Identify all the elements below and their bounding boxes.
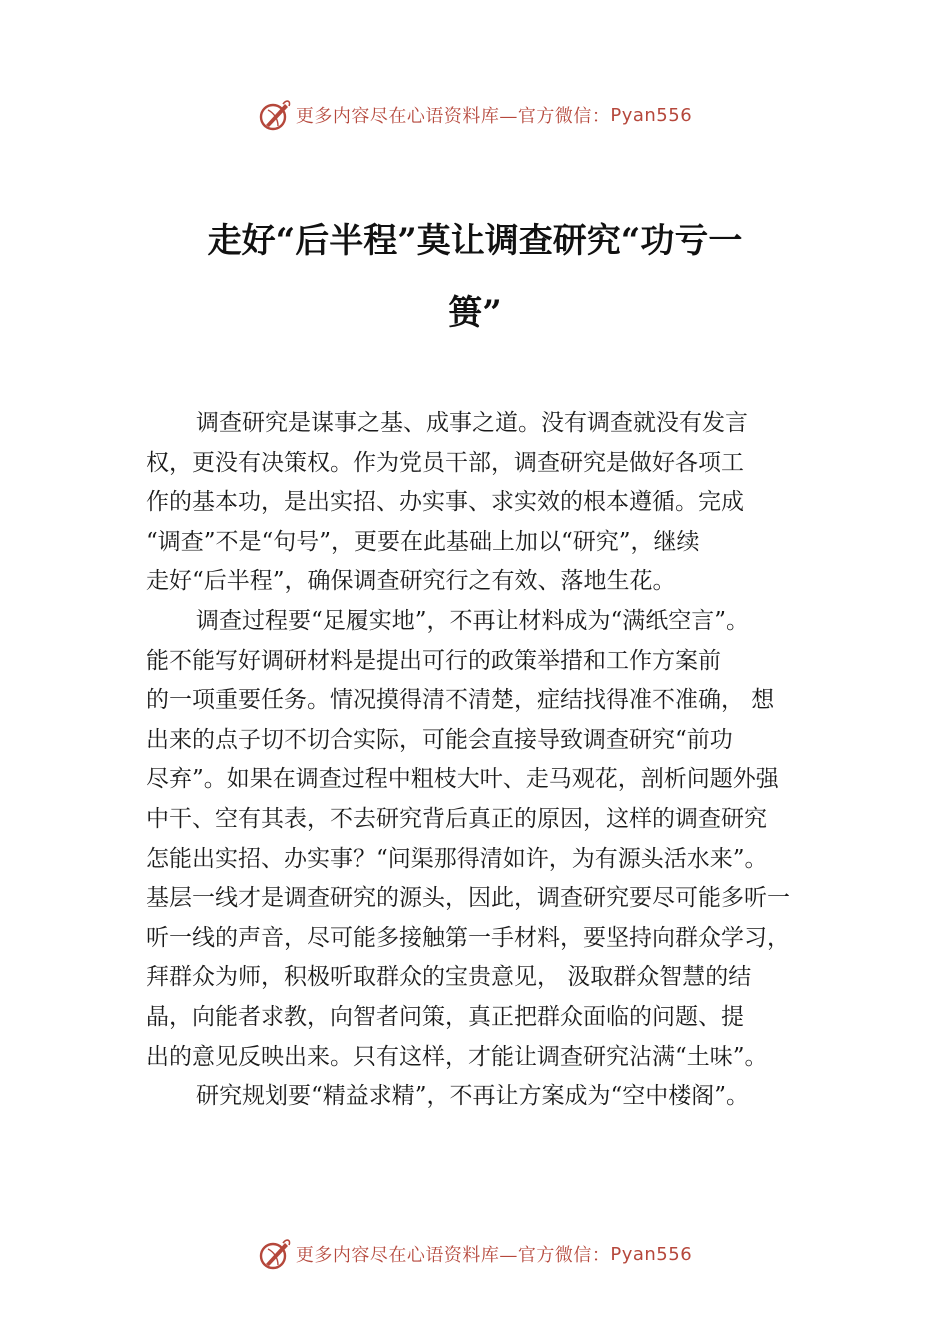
- footer-banner: [0, 1236, 950, 1272]
- quill-logo-icon: [258, 1237, 292, 1271]
- text-line: 拜群众为师，积极听取群众的宝贵意见， 汲取群众智慧的结: [146, 964, 752, 991]
- title-line: 篑”: [448, 293, 502, 333]
- text-line: 基层一线才是调查研究的源头，因此，调查研究要尽可能多听一: [146, 885, 790, 912]
- text-line: 中干、空有其表，不去研究背后真正的原因，这样的调查研究: [146, 805, 767, 832]
- text-line: 作的基本功，是出实招、办实事、求实效的根本遵循。完成: [146, 489, 744, 516]
- text-line: 能不能写好调研材料是提出可行的政策举措和工作方案前: [146, 647, 721, 674]
- text-line: 研究规划要“精益求精”，不再让方案成为“空中楼阁”。: [196, 1083, 750, 1110]
- text-line: “调查”不是“句号”，更要在此基础上加以“研究”，继续: [146, 528, 700, 555]
- banner-text: 更多内容尽在心语资料库—官方微信：: [295, 1245, 611, 1266]
- quill-logo-icon: [258, 98, 292, 132]
- article-body: [146, 404, 836, 1117]
- article-title: [150, 205, 800, 349]
- text-line: 怎能出实招、办实事？“问渠那得清如许，为有源头活水来”。: [146, 845, 768, 872]
- text-line: 调查过程要“足履实地”，不再让材料成为“满纸空言”。: [196, 607, 750, 634]
- wechat-id: Pyan556: [610, 104, 693, 126]
- text-line: 走好“后半程”，确保调查研究行之有效、落地生花。: [146, 568, 676, 595]
- wechat-id: Pyan556: [610, 1243, 693, 1265]
- header-banner: [0, 97, 950, 133]
- title-line: 走好“后半程”莫让调查研究“功亏一: [207, 221, 743, 261]
- text-line: 尽弃”。如果在调查过程中粗枝大叶、走马观花，剖析问题外强: [146, 766, 779, 793]
- text-line: 权，更没有决策权。作为党员干部，调查研究是做好各项工: [146, 449, 744, 476]
- text-line: 的一项重要任务。情况摸得清不清楚，症结找得准不准确， 想: [146, 687, 775, 714]
- text-line: 晶，向能者求教，向智者问策，真正把群众面临的问题、提: [146, 1003, 744, 1030]
- text-line: 调查研究是谋事之基、成事之道。没有调查就没有发言: [196, 410, 748, 436]
- text-line: 听一线的声音，尽可能多接触第一手材料，要坚持向群众学习，: [146, 924, 790, 951]
- text-line: 出来的点子切不切合实际，可能会直接导致调查研究“前功: [146, 726, 733, 753]
- text-line: 出的意见反映出来。只有这样，才能让调查研究沾满“土味”。: [146, 1043, 768, 1070]
- banner-text: 更多内容尽在心语资料库—官方微信：: [295, 106, 611, 127]
